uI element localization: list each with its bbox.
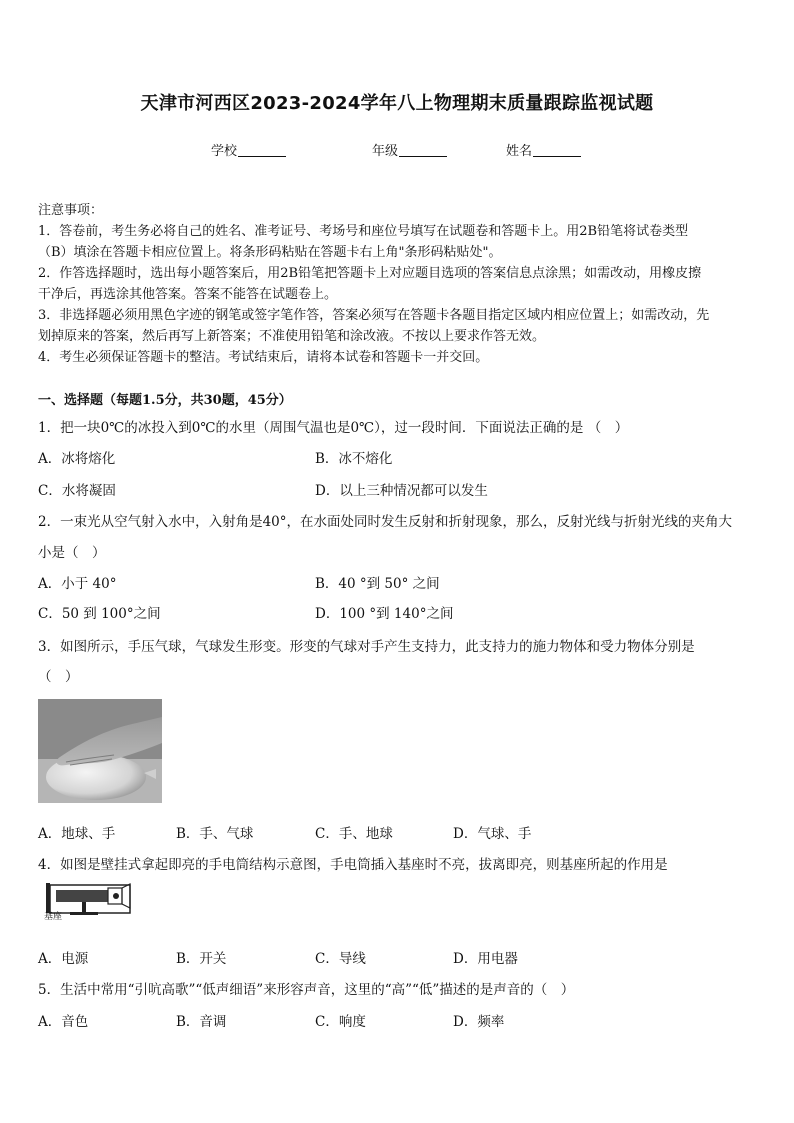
question-4-option-b[interactable]: B．开关 bbox=[176, 951, 227, 967]
question-3-stem-cont: （ ） bbox=[38, 669, 79, 685]
question-3-option-a[interactable]: A．地球、手 bbox=[38, 826, 116, 842]
name-label: 姓名 bbox=[506, 144, 533, 159]
question-3-option-c[interactable]: C．手、地球 bbox=[315, 826, 393, 842]
school-blank[interactable] bbox=[238, 143, 286, 157]
grade-blank[interactable] bbox=[399, 143, 447, 157]
notes-line: 干净后，再选涂其他答案。答案不能答在试题卷上。 bbox=[38, 287, 338, 302]
question-5-option-a[interactable]: A．音色 bbox=[38, 1014, 89, 1030]
question-2-option-c[interactable]: C．50 到 100°之间 bbox=[38, 606, 161, 622]
base-label: 基座 bbox=[44, 912, 63, 922]
question-2-stem: 2．一束光从空气射入水中，入射角是40°，在水面处同时发生反射和折射现象，那么，反射光线与折射光线的夹角大 bbox=[38, 514, 733, 530]
question-4-option-d[interactable]: D．用电器 bbox=[453, 951, 518, 967]
notes-heading: 注意事项： bbox=[38, 203, 104, 218]
flashlight-diagram bbox=[44, 881, 138, 921]
question-1-option-d[interactable]: D．以上三种情况都可以发生 bbox=[315, 483, 488, 499]
question-5-option-c[interactable]: C．响度 bbox=[315, 1014, 366, 1030]
school-label: 学校 bbox=[211, 144, 238, 159]
page-title: 天津市河西区2023-2024学年八上物理期末质量跟踪监视试题 bbox=[140, 93, 654, 114]
question-1-option-c[interactable]: C．水将凝固 bbox=[38, 483, 116, 499]
question-2-option-b[interactable]: B．40 °到 50° 之间 bbox=[315, 576, 440, 592]
hand-balloon-photo bbox=[38, 699, 162, 803]
question-1-stem: 1．把一块0℃的冰投入到0℃的水里（周围气温也是0℃），过一段时间．下面说法正确的是 （ ） bbox=[38, 420, 629, 436]
question-2-option-d[interactable]: D．100 °到 140°之间 bbox=[315, 606, 454, 622]
notes-line: 1．答卷前，考生务必将自己的姓名、准考证号、考场号和座位号填写在试题卷和答题卡上。用2B铅笔将试卷类型 bbox=[38, 224, 689, 239]
question-5-option-d[interactable]: D．频率 bbox=[453, 1014, 505, 1030]
question-3-option-d[interactable]: D．气球、手 bbox=[453, 826, 532, 842]
question-4-stem: 4．如图是壁挂式拿起即亮的手电筒结构示意图，手电筒插入基座时不亮，拔离即亮，则基座所起的作用是 bbox=[38, 857, 668, 873]
grade-field bbox=[372, 140, 447, 159]
question-1-option-b[interactable]: B．冰不熔化 bbox=[315, 451, 393, 467]
notes-line: 3．非选择题必须用黑色字迹的钢笔或签字笔作答，答案必须写在答题卡各题目指定区域内相应位置上；如需改动，先 bbox=[38, 308, 710, 323]
grade-label: 年级 bbox=[372, 144, 399, 159]
notes-line: 划掉原来的答案，然后再写上新答案；不准使用铅笔和涂改液。不按以上要求作答无效。 bbox=[38, 329, 546, 344]
question-3-option-b[interactable]: B．手、气球 bbox=[176, 826, 254, 842]
question-2-stem-cont: 小是（ ） bbox=[38, 545, 106, 561]
question-5-option-b[interactable]: B．音调 bbox=[176, 1014, 227, 1030]
notes-line: 2．作答选择题时，选出每小题答案后，用2B铅笔把答题卡上对应题目选项的答案信息点涂黑；如需改动，用橡皮擦 bbox=[38, 266, 702, 281]
notes-line: （B）填涂在答题卡相应位置上。将条形码粘贴在答题卡右上角"条形码粘贴处"。 bbox=[38, 245, 502, 260]
hand-balloon-illustration bbox=[38, 699, 162, 803]
section-heading: 一、选择题（每题1.5分，共30题，45分） bbox=[38, 393, 292, 408]
question-2-option-a[interactable]: A．小于 40° bbox=[38, 576, 117, 592]
question-4-option-a[interactable]: A．电源 bbox=[38, 951, 89, 967]
notes-line: 4．考生必须保证答题卡的整洁。考试结束后，请将本试卷和答题卡一并交回。 bbox=[38, 350, 489, 365]
name-field bbox=[506, 140, 581, 159]
name-blank[interactable] bbox=[533, 143, 581, 157]
question-4-option-c[interactable]: C．导线 bbox=[315, 951, 366, 967]
school-field bbox=[211, 140, 286, 159]
question-3-stem: 3．如图所示，手压气球，气球发生形变。形变的气球对手产生支持力，此支持力的施力物体和受力物体分别是 bbox=[38, 639, 695, 655]
question-1-option-a[interactable]: A．冰将熔化 bbox=[38, 451, 116, 467]
question-5-stem: 5．生活中常用“引吭高歌”“低声细语”来形容声音，这里的“高”“低”描述的是声音的（ ） bbox=[38, 982, 575, 998]
